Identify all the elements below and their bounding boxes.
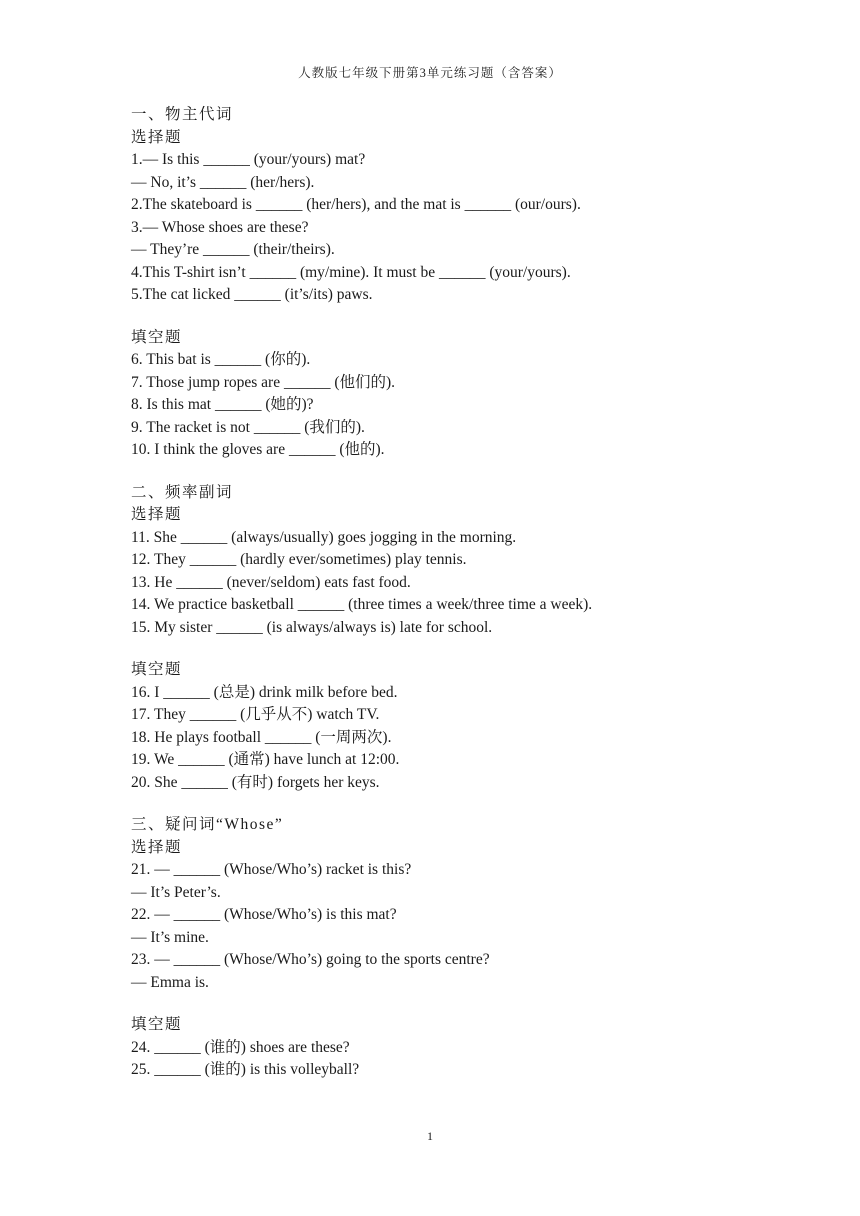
exercise-line: 22. — ______ (Whose/Who’s) is this mat? (131, 906, 397, 923)
group-label-fill-in: 填空题 (131, 1016, 183, 1033)
exercise-line: — No, it’s ______ (her/hers). (131, 173, 315, 191)
page-number: 1 (427, 1129, 433, 1143)
exercise-line: 7. Those jump ropes are ______ (他们的). (131, 373, 396, 391)
exercise-line: 20. She ______ (有时) forgets her keys. (131, 773, 380, 791)
spacer (131, 307, 811, 327)
group-label-multiple-choice: 选择题 (131, 506, 183, 523)
exercise-line: — They’re ______ (their/theirs). (131, 241, 335, 258)
spacer (131, 794, 811, 814)
exercise-line: 19. We ______ (通常) have lunch at 12:00. (131, 751, 400, 768)
exercise-line: 16. I ______ (总是) drink milk before bed. (131, 683, 398, 701)
spacer (131, 462, 811, 482)
exercise-line: 11. She ______ (always/usually) goes jogging in the morning. (131, 528, 517, 546)
group-label-fill-in: 填空题 (131, 328, 183, 346)
exercise-line: 10. I think the gloves are ______ (他的). (131, 441, 385, 458)
exercise-line: 9. The racket is not ______ (我们的). (131, 418, 365, 436)
group-label-multiple-choice: 选择题 (131, 838, 183, 856)
exercise-line: 14. We practice basketball ______ (three times a week/three time a week). (131, 596, 593, 613)
exercise-line: 1.— Is this ______ (your/yours) mat? (131, 151, 366, 168)
exercise-line: 4.This T-shirt isn’t ______ (my/mine). It must be ______ (your/yours). (131, 263, 571, 281)
exercise-line: 3.— Whose shoes are these? (131, 218, 309, 236)
exercise-line: 24. ______ (谁的) shoes are these? (131, 1038, 350, 1056)
exercise-line: 25. ______ (谁的) is this volleyball? (131, 1061, 360, 1078)
exercise-line: 6. This bat is ______ (你的). (131, 351, 311, 368)
document-header: 人教版七年级下册第3单元练习题（含答案） (298, 66, 562, 80)
spacer (131, 639, 811, 659)
exercise-line: 15. My sister ______ (is always/always is) late for school. (131, 618, 493, 636)
exercise-line: 21. — ______ (Whose/Who’s) racket is this? (131, 861, 412, 878)
section-title-whose: 三、疑问词“Whose” (131, 816, 284, 833)
group-label-fill-in: 填空题 (131, 661, 183, 678)
exercise-line: 17. They ______ (几乎从不) watch TV. (131, 706, 380, 723)
group-label-multiple-choice: 选择题 (131, 128, 183, 146)
section-title-frequency-adverbs: 二、频率副词 (131, 483, 234, 501)
worksheet-content (131, 104, 811, 1082)
exercise-line: 12. They ______ (hardly ever/sometimes) play tennis. (131, 551, 467, 568)
exercise-line: 8. Is this mat ______ (她的)? (131, 396, 314, 413)
spacer (131, 994, 811, 1014)
exercise-line: 13. He ______ (never/seldom) eats fast food. (131, 573, 411, 591)
section-title-possessive-pronouns: 一、物主代词 (131, 106, 234, 123)
exercise-line: 2.The skateboard is ______ (her/hers), and the mat is ______ (our/ours). (131, 196, 581, 213)
exercise-line: — Emma is. (131, 973, 209, 991)
exercise-line: 18. He plays football ______ (一周两次). (131, 728, 392, 746)
exercise-line: 23. — ______ (Whose/Who’s) going to the sports centre? (131, 951, 490, 968)
exercise-line: — It’s mine. (131, 928, 209, 946)
exercise-line: — It’s Peter’s. (131, 883, 221, 901)
exercise-line: 5.The cat licked ______ (it’s/its) paws. (131, 286, 373, 303)
